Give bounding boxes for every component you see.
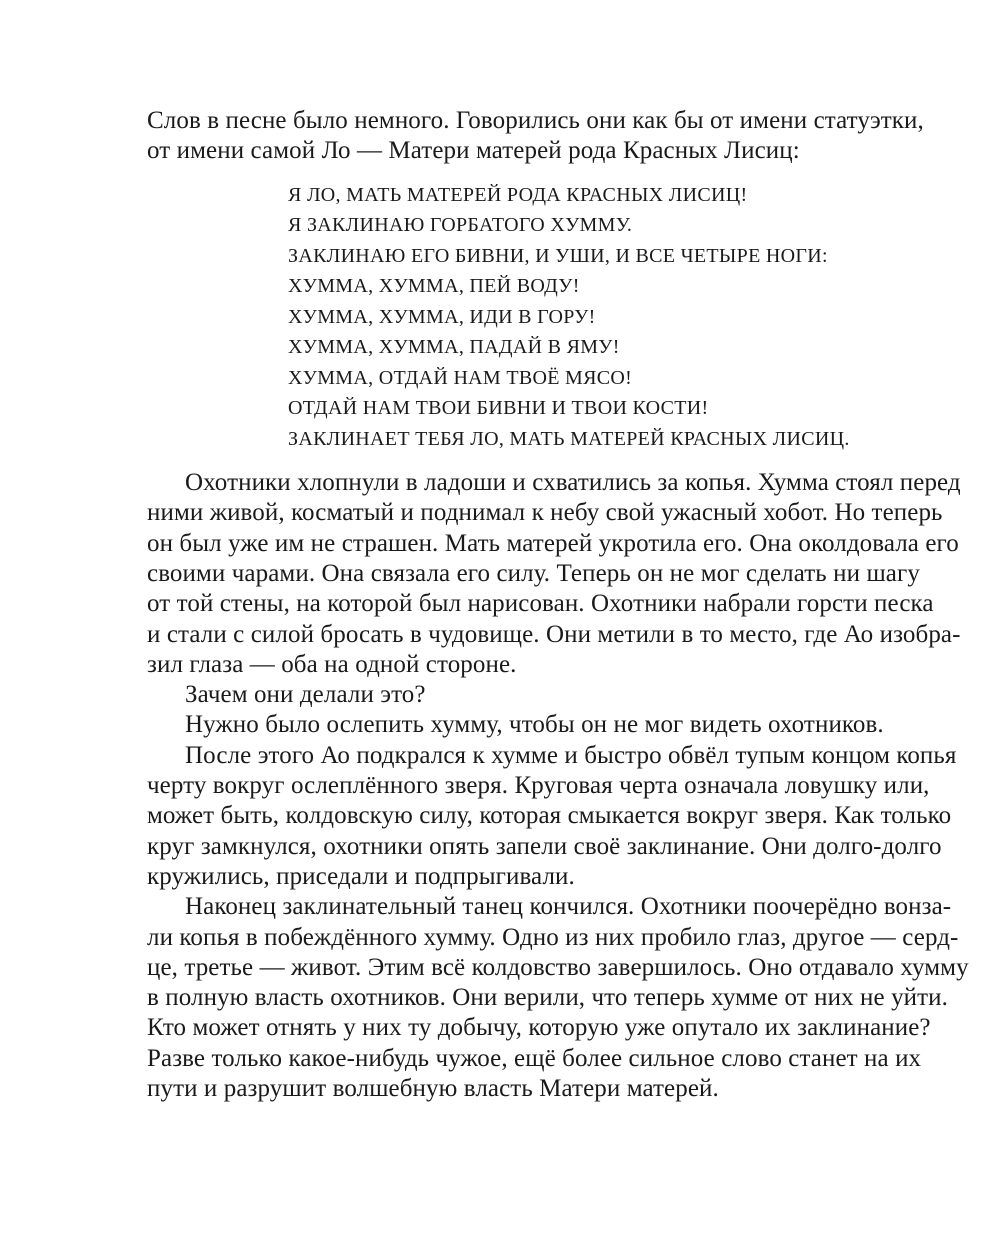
verse-line: ХУММА, ХУММА, ИДИ В ГОРУ! (288, 305, 596, 328)
book-page (147, 106, 969, 1104)
text-line: от той стены, на которой был нарисован. Охотники набрали горсти песка (147, 590, 934, 618)
incantation-verse (288, 180, 903, 455)
body-paragraph (147, 468, 961, 680)
text-line: После этого Ао подкрался к хумме и быстро обвёл тупым концом копья (185, 741, 957, 769)
text-line: кружились, приседали и подпрыгивали. (147, 862, 575, 890)
text-line: зил глаза — оба на одной стороне. (147, 650, 517, 678)
text-line: ли копья в побеждённого хумму. Одно из них пробило глаз, другое — серд- (147, 923, 959, 951)
verse-line: Я ЗАКЛИНАЮ ГОРБАТОГО ХУММУ. (288, 214, 633, 237)
body-paragraph (147, 680, 903, 710)
text-line: Разве только какое-нибудь чужое, ещё более сильное слово станет на их (147, 1044, 922, 1072)
text-line: и стали с силой бросать в чудовище. Они метили в то место, где Ао изобра- (147, 620, 961, 648)
text-line: Нужно было ослепить хумму, чтобы он не мог видеть охотников. (185, 711, 884, 739)
verse-line: ОТДАЙ НАМ ТВОИ БИВНИ И ТВОИ КОСТИ! (288, 397, 709, 420)
text-line: Зачем они делали это? (185, 681, 426, 709)
body-paragraph (147, 710, 903, 740)
text-line: Охотники хлопнули в ладоши и схватились за копья. Хумма стоял перед (185, 469, 961, 497)
text-line: от имени самой Ло — Матери матерей рода Красных Лисиц: (147, 137, 800, 165)
verse-line: ХУММА, ОТДАЙ НАМ ТВОЁ МЯСО! (288, 366, 633, 389)
text-line: ними живой, косматый и поднимал к небу свой ужасный хобот. Но теперь (147, 499, 943, 527)
verse-line: Я ЛО, МАТЬ МАТЕРЕЙ РОДА КРАСНЫХ ЛИСИЦ! (288, 183, 748, 206)
text-line: пути и разрушит волшебную власть Матери матерей. (147, 1075, 719, 1103)
text-line: он был уже им не страшен. Мать матерей укротила его. Она околдовала его (147, 529, 959, 557)
body-paragraph (147, 741, 957, 892)
text-line: це, третье — живот. Этим всё колдовство завершилось. Оно отдавало хумму (147, 953, 969, 981)
verse-line: ХУММА, ХУММА, ПЕЙ ВОДУ! (288, 275, 580, 298)
text-line: круг замкнулся, охотники опять запели своё заклинание. Они долго-долго (147, 832, 942, 860)
text-line: черту вокруг ослеплённого зверя. Круговая черта означала ловушку или, (147, 772, 930, 800)
verse-line: ХУММА, ХУММА, ПАДАЙ В ЯМУ! (288, 336, 620, 359)
text-line: Слов в песне было немного. Говорились они как бы от имени статуэтки, (147, 107, 924, 134)
verse-line: ЗАКЛИНАЮ ЕГО БИВНИ, И УШИ, И ВСЕ ЧЕТЫРЕ НОГИ: (288, 244, 828, 267)
text-line: Кто может отнять у них ту добычу, которую уже опутало их заклинание? (147, 1014, 931, 1042)
body-paragraph (147, 892, 969, 1104)
text-line: Наконец заклинательный танец кончился. Охотники поочерёдно вонза- (185, 893, 952, 921)
verse-line: ЗАКЛИНАЕТ ТЕБЯ ЛО, МАТЬ МАТЕРЕЙ КРАСНЫХ ЛИСИЦ. (288, 427, 850, 450)
text-line: в полную власть охотников. Они верили, что теперь хумме от них не уйти. (147, 984, 948, 1012)
text-line: может быть, колдовскую силу, которая смыкается вокруг зверя. Как только (147, 802, 952, 830)
text-line: своими чарами. Она связала его силу. Теперь он не мог сделать ни шагу (147, 559, 920, 587)
intro-paragraph (147, 106, 924, 167)
